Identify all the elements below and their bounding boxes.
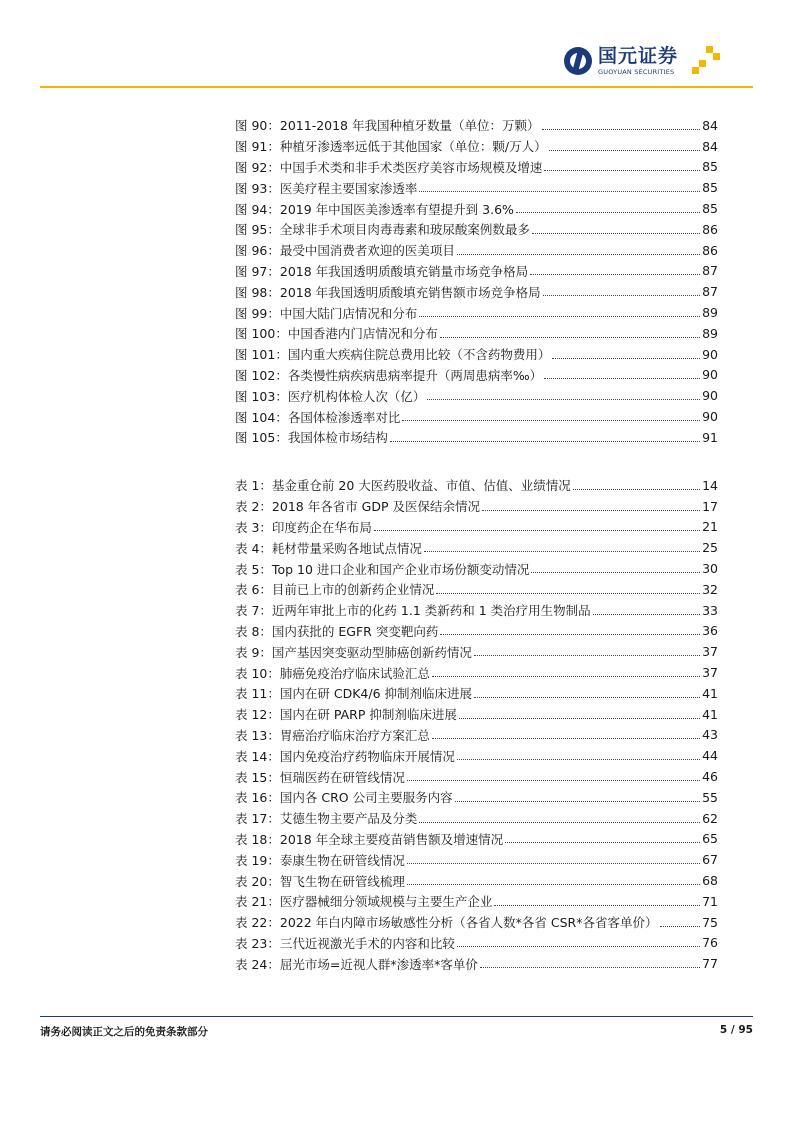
dot-leader — [516, 212, 700, 213]
toc-entry-label: 表 24：屈光市场=近视人群*渗透率*客单价 — [235, 956, 478, 972]
toc-entry-page: 30 — [702, 561, 718, 577]
toc-entry-label: 图 98：2018 年我国透明质酸填充销售额市场竞争格局 — [235, 284, 541, 300]
toc-entry-label: 表 5：Top 10 进口企业和国产企业市场份额变动情况 — [235, 561, 530, 577]
dot-leader — [419, 316, 700, 317]
toc-entry-label: 图 101：国内重大疾病住院总费用比较（不含药物费用） — [235, 347, 551, 363]
toc-entry-label: 表 19：泰康生物在研管线情况 — [235, 852, 405, 868]
table-list-item[interactable] — [235, 849, 718, 870]
toc-entry-page: 90 — [702, 367, 718, 383]
toc-entry-page: 85 — [702, 180, 718, 196]
toc-entry-page: 43 — [702, 727, 718, 743]
figure-list-item[interactable] — [235, 323, 718, 344]
toc-entry-label: 图 104：各国体检渗透率对比 — [235, 409, 401, 425]
dot-leader — [432, 738, 700, 739]
toc-entry-label: 表 2：2018 年各省市 GDP 及医保结余情况 — [235, 499, 481, 515]
toc-entry-label: 表 14：国内免疫治疗药物临床开展情况 — [235, 748, 455, 764]
toc-entry-page: 41 — [702, 685, 718, 701]
dot-leader — [660, 926, 701, 927]
dot-leader — [544, 170, 700, 171]
dot-leader — [459, 718, 700, 719]
toc-entry-label: 表 20：智飞生物在研管线梳理 — [235, 873, 405, 889]
dot-leader — [457, 254, 700, 255]
figure-list-item[interactable] — [235, 240, 718, 261]
figure-list-item[interactable] — [235, 261, 718, 282]
toc-entry-page: 44 — [702, 748, 718, 764]
toc-entry-label: 图 92：中国手术类和非手术类医疗美容市场规模及增速 — [235, 159, 543, 175]
toc-entry-page: 84 — [702, 117, 718, 133]
table-list-item[interactable] — [235, 600, 718, 621]
figure-list-item[interactable] — [235, 406, 718, 427]
dot-leader — [440, 634, 700, 635]
dot-leader — [593, 614, 700, 615]
table-list-item[interactable] — [235, 745, 718, 766]
dot-leader — [407, 780, 700, 781]
header-divider — [40, 86, 753, 88]
figure-list-item[interactable] — [235, 177, 718, 198]
dot-leader — [390, 441, 700, 442]
dot-leader — [457, 946, 700, 947]
dot-leader — [542, 129, 701, 130]
figure-list-item[interactable] — [235, 385, 718, 406]
footer-disclaimer: 请务必阅读正文之后的免责条款部分 — [40, 1026, 208, 1038]
figure-list-item[interactable] — [235, 427, 718, 448]
toc-entry-label: 表 7：近两年审批上市的化药 1.1 类新药和 1 类治疗用生物制品 — [235, 603, 591, 619]
toc-entry-page: 32 — [702, 581, 718, 597]
table-list — [235, 475, 718, 974]
dot-leader — [552, 358, 700, 359]
toc-entry-label: 表 9：国产基因突变驱动型肺癌创新药情况 — [235, 644, 472, 660]
figure-list-item[interactable] — [235, 115, 718, 136]
figure-list-item[interactable] — [235, 302, 718, 323]
toc-entry-page: 89 — [702, 325, 718, 341]
dot-leader — [424, 551, 700, 552]
table-list-item[interactable] — [235, 683, 718, 704]
figure-list — [235, 115, 718, 448]
dot-leader — [427, 399, 700, 400]
toc-entry-label: 表 12：国内在研 PARP 抑制剂临床进展 — [235, 707, 457, 723]
toc-entry-label: 图 97：2018 年我国透明质酸填充销量市场竞争格局 — [235, 263, 529, 279]
toc-entry-label: 图 90：2011-2018 年我国种植牙数量（单位：万颗） — [235, 118, 540, 134]
toc-entry-page: 89 — [702, 305, 718, 321]
dot-leader — [407, 884, 700, 885]
toc-entry-page: 90 — [702, 346, 718, 362]
dot-leader — [531, 572, 700, 573]
table-list-item[interactable] — [235, 579, 718, 600]
logo-chinese-name: 国元证券 — [598, 44, 679, 67]
table-list-item[interactable] — [235, 704, 718, 725]
toc-entry-page: 25 — [702, 540, 718, 556]
figure-list-item[interactable] — [235, 365, 718, 386]
company-logo — [564, 43, 678, 79]
toc-entry-page: 90 — [702, 409, 718, 425]
toc-entry-label: 图 93：医美疗程主要国家渗透率 — [235, 180, 418, 196]
toc-entry-label: 表 1：基金重仓前 20 大医药股收益、市值、估值、业绩情况 — [235, 478, 571, 494]
table-list-item[interactable] — [235, 953, 718, 974]
figure-list-item[interactable] — [235, 136, 718, 157]
table-list-item[interactable] — [235, 912, 718, 933]
table-list-item[interactable] — [235, 475, 718, 496]
toc-entry-page: 37 — [702, 644, 718, 660]
toc-entry-label: 表 18：2018 年全球主要疫苗销售额及增速情况 — [235, 831, 504, 847]
dot-leader — [573, 489, 700, 490]
toc-entry-page: 14 — [702, 477, 718, 493]
toc-entry-page: 75 — [702, 914, 718, 930]
toc-entry-label: 表 3：印度药企在华布局 — [235, 519, 372, 535]
toc-entry-page: 87 — [702, 263, 718, 279]
toc-entry-label: 表 17：艾德生物主要产品及分类 — [235, 811, 418, 827]
dot-leader — [374, 530, 700, 531]
toc-entry-label: 图 102：各类慢性病疾病患病率提升（两周患病率‰） — [235, 367, 543, 383]
toc-entry-page: 77 — [702, 956, 718, 972]
toc-entry-page: 84 — [702, 138, 718, 154]
dot-leader — [474, 697, 700, 698]
toc-entry-page: 67 — [702, 852, 718, 868]
dot-leader — [407, 863, 700, 864]
dot-leader — [419, 191, 700, 192]
table-list-item[interactable] — [235, 662, 718, 683]
table-list-item[interactable] — [235, 808, 718, 829]
toc-entry-label: 表 23：三代近视激光手术的内容和比较 — [235, 935, 455, 951]
toc-entry-page: 41 — [702, 706, 718, 722]
table-list-item[interactable] — [235, 829, 718, 850]
table-list-item[interactable] — [235, 641, 718, 662]
toc-entry-label: 图 95：全球非手术项目肉毒毒素和玻尿酸案例数最多 — [235, 222, 530, 238]
toc-entry-page: 86 — [702, 221, 718, 237]
dot-leader — [440, 337, 700, 338]
figure-list-item[interactable] — [235, 344, 718, 365]
toc-entry-label: 图 94：2019 年中国医美渗透率有望提升到 3.6% — [235, 201, 514, 217]
toc-entry-page: 71 — [702, 893, 718, 909]
table-list-item[interactable] — [235, 537, 718, 558]
toc-entry-page: 36 — [702, 623, 718, 639]
table-list-item[interactable] — [235, 496, 718, 517]
dot-leader — [544, 378, 700, 379]
dot-leader — [419, 822, 700, 823]
footer-divider — [40, 1016, 753, 1017]
table-list-item[interactable] — [235, 558, 718, 579]
dot-leader — [494, 905, 700, 906]
toc-entry-page: 17 — [702, 498, 718, 514]
toc-entry-page: 65 — [702, 831, 718, 847]
toc-entry-label: 表 8：国内获批的 EGFR 突变靶向药 — [235, 623, 439, 639]
toc-entry-label: 图 103：医疗机构体检人次（亿） — [235, 388, 426, 404]
toc-entry-page: 76 — [702, 935, 718, 951]
toc-entry-label: 表 11：国内在研 CDK4/6 抑制剂临床进展 — [235, 686, 472, 702]
figure-list-item[interactable] — [235, 281, 718, 302]
toc-entry-page: 46 — [702, 769, 718, 785]
toc-entry-label: 图 100：中国香港内门店情况和分布 — [235, 326, 438, 342]
table-list-item[interactable] — [235, 933, 718, 954]
toc-entry-page: 33 — [702, 602, 718, 618]
dot-leader — [505, 842, 700, 843]
table-list-item[interactable] — [235, 891, 718, 912]
toc-entry-label: 图 91：种植牙渗透率远低于其他国家（单位：颗/万人） — [235, 139, 547, 155]
toc-entry-page: 90 — [702, 388, 718, 404]
figure-list-item[interactable] — [235, 157, 718, 178]
dot-leader — [543, 295, 700, 296]
toc-entry-page: 21 — [702, 519, 718, 535]
dot-leader — [532, 233, 700, 234]
logo-squares-icon — [692, 46, 720, 74]
table-list-item[interactable] — [235, 766, 718, 787]
table-list-item[interactable] — [235, 621, 718, 642]
dot-leader — [482, 510, 700, 511]
toc-entry-page: 68 — [702, 873, 718, 889]
toc-entry-page: 91 — [702, 429, 718, 445]
toc-entry-label: 表 4：耗材带量采购各地试点情况 — [235, 540, 422, 556]
toc-entry-label: 表 13：胃癌治疗临床治疗方案汇总 — [235, 727, 430, 743]
toc-entry-page: 86 — [702, 242, 718, 258]
toc-entry-page: 85 — [702, 201, 718, 217]
table-list-item[interactable] — [235, 870, 718, 891]
dot-leader — [530, 274, 700, 275]
toc-entry-page: 87 — [702, 284, 718, 300]
toc-entry-page: 55 — [702, 789, 718, 805]
toc-entry-label: 表 10：肺癌免疫治疗临床试验汇总 — [235, 665, 430, 681]
dot-leader — [480, 967, 700, 968]
toc-entry-label: 图 99：中国大陆门店情况和分布 — [235, 305, 418, 321]
toc-entry-label: 图 96：最受中国消费者欢迎的医美项目 — [235, 243, 455, 259]
dot-leader — [436, 593, 700, 594]
logo-emblem-icon — [564, 47, 592, 75]
toc-entry-label: 图 105：我国体检市场结构 — [235, 430, 388, 446]
toc-entry-label: 表 21：医疗器械细分领域规模与主要生产企业 — [235, 894, 493, 910]
dot-leader — [457, 759, 700, 760]
table-list-item[interactable] — [235, 725, 718, 746]
table-list-item[interactable] — [235, 517, 718, 538]
toc-entry-label: 表 15：恒瑞医药在研管线情况 — [235, 769, 405, 785]
dot-leader — [402, 420, 700, 421]
dot-leader — [432, 676, 700, 677]
dot-leader — [549, 150, 701, 151]
figure-list-item[interactable] — [235, 219, 718, 240]
figure-list-item[interactable] — [235, 198, 718, 219]
toc-entry-page: 62 — [702, 810, 718, 826]
logo-english-name: GUOYUAN SECURITIES — [598, 67, 675, 76]
toc-entry-page: 85 — [702, 159, 718, 175]
dot-leader — [474, 655, 700, 656]
toc-entry-label: 表 16：国内各 CRO 公司主要服务内容 — [235, 790, 453, 806]
toc-entry-label: 表 22：2022 年白内障市场敏感性分析（各省人数*各省 CSR*各省客单价） — [235, 915, 658, 931]
dot-leader — [455, 801, 701, 802]
footer-page-number: 5 / 95 — [719, 1024, 753, 1036]
toc-entry-page: 37 — [702, 665, 718, 681]
table-list-item[interactable] — [235, 787, 718, 808]
toc-entry-label: 表 6：目前已上市的创新药企业情况 — [235, 582, 435, 598]
